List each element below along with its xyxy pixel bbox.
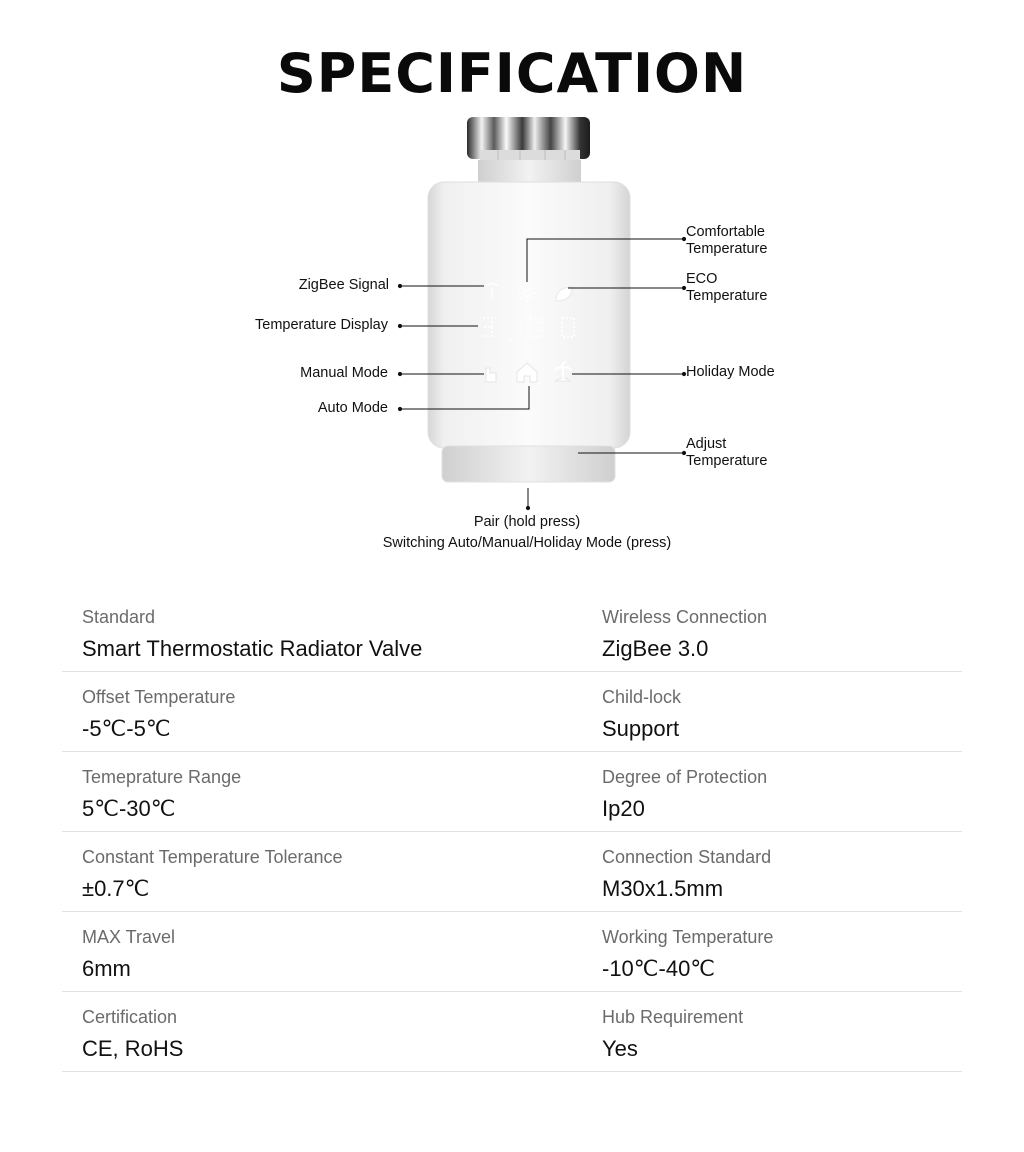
adjust-ring bbox=[442, 446, 615, 482]
spec-row bbox=[62, 832, 962, 912]
label-line: Temperature bbox=[686, 241, 768, 257]
spec-key: Offset Temperature bbox=[82, 687, 236, 707]
spec-value: ZigBee 3.0 bbox=[602, 636, 709, 661]
pair-caption bbox=[0, 512, 1024, 554]
spec-cell bbox=[602, 992, 743, 1062]
spec-table bbox=[62, 592, 962, 1072]
spec-value: Support bbox=[602, 716, 680, 741]
spec-key: Child-lock bbox=[602, 687, 682, 707]
label-line: Temperature bbox=[686, 453, 768, 469]
label-comfortable-temperature bbox=[686, 224, 767, 258]
label-temperature-display: Temperature Display bbox=[255, 317, 388, 333]
label-adjust-temperature bbox=[686, 436, 767, 470]
label-line: ECO bbox=[686, 271, 718, 287]
label-line: Comfortable bbox=[686, 224, 765, 240]
spec-value: -5℃-5℃ bbox=[82, 716, 171, 741]
spec-value: Yes bbox=[602, 1036, 638, 1061]
spec-value: Smart Thermostatic Radiator Valve bbox=[82, 636, 423, 661]
spec-row bbox=[62, 672, 962, 752]
spec-value: Ip20 bbox=[602, 796, 645, 821]
page-title: SPECIFICATION bbox=[276, 42, 748, 105]
spec-cell bbox=[82, 752, 241, 822]
caption-line: Pair (hold press) bbox=[473, 514, 581, 530]
spec-cell bbox=[82, 832, 343, 902]
spec-cell bbox=[82, 912, 175, 982]
spec-value: ±0.7℃ bbox=[82, 876, 150, 901]
spec-key: Certification bbox=[82, 1007, 178, 1027]
spec-cell bbox=[82, 592, 422, 662]
spec-row bbox=[62, 912, 962, 992]
spec-row bbox=[62, 992, 962, 1072]
spec-cell bbox=[82, 672, 235, 742]
spec-key: Constant Temperature Tolerance bbox=[82, 847, 343, 867]
spec-cell bbox=[602, 672, 681, 742]
spec-key: Standard bbox=[82, 607, 156, 627]
spec-cell bbox=[602, 752, 767, 822]
spec-key: MAX Travel bbox=[82, 927, 176, 947]
spec-key: Temeprature Range bbox=[82, 767, 242, 787]
spec-value: CE, RoHS bbox=[82, 1036, 184, 1061]
label-holiday-mode: Holiday Mode bbox=[686, 364, 775, 380]
spec-value: 6mm bbox=[82, 956, 131, 981]
spec-row bbox=[62, 592, 962, 672]
spec-key: Degree of Protection bbox=[602, 767, 768, 787]
spec-cell bbox=[602, 912, 773, 982]
metal-nut bbox=[467, 117, 590, 162]
caption-line: Switching Auto/Manual/Holiday Mode (press) bbox=[382, 535, 672, 551]
spec-key: Working Temperature bbox=[602, 927, 774, 947]
label-line: Adjust bbox=[686, 436, 727, 452]
spec-row bbox=[62, 752, 962, 832]
label-line: Temperature bbox=[686, 288, 768, 304]
spec-key: Connection Standard bbox=[602, 847, 772, 867]
label-zigbee-signal: ZigBee Signal bbox=[298, 277, 389, 293]
spec-cell bbox=[82, 992, 183, 1062]
spec-value: M30x1.5mm bbox=[602, 876, 724, 901]
label-eco-temperature bbox=[686, 271, 767, 305]
spec-value: -10℃-40℃ bbox=[602, 956, 716, 981]
spec-key: Wireless Connection bbox=[602, 607, 768, 627]
spec-cell bbox=[602, 592, 767, 662]
spec-value: 5℃-30℃ bbox=[82, 796, 176, 821]
spec-cell bbox=[602, 832, 771, 902]
label-auto-mode: Auto Mode bbox=[317, 400, 388, 416]
spec-key: Hub Requirement bbox=[602, 1007, 744, 1027]
label-manual-mode: Manual Mode bbox=[300, 365, 388, 381]
